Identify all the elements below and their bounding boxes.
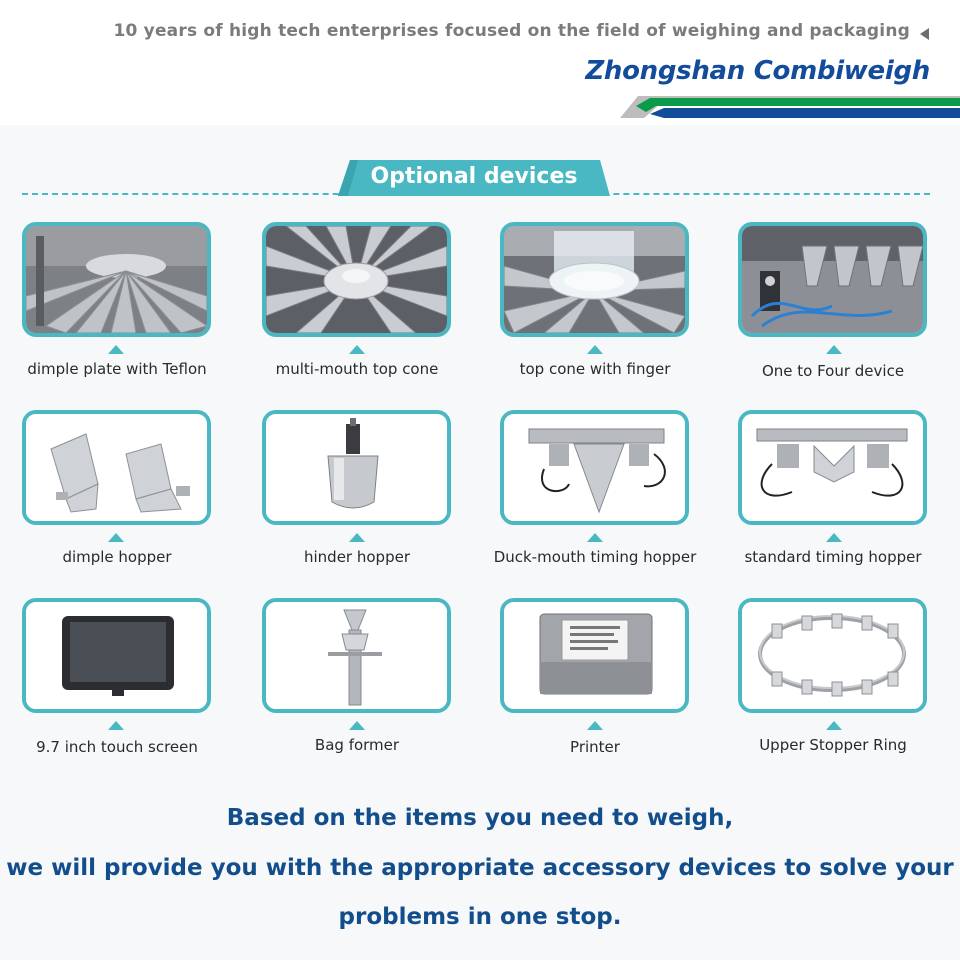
device-label: Upper Stopper Ring bbox=[759, 736, 907, 754]
tagline: 10 years of high tech enterprises focused on the field of weighing and packaging bbox=[113, 21, 910, 41]
tagline-arrow-icon bbox=[920, 28, 929, 40]
device-card-duck-mouth-hopper[interactable] bbox=[500, 410, 689, 525]
pointer-icon bbox=[587, 721, 603, 730]
pointer-icon bbox=[587, 345, 603, 354]
device-card-dimple-hopper[interactable] bbox=[22, 410, 211, 525]
one-to-four-photo bbox=[742, 226, 923, 333]
device-card-hinder-hopper[interactable] bbox=[262, 410, 451, 525]
device-label: dimple plate with Teflon bbox=[27, 360, 207, 378]
device-label: multi-mouth top cone bbox=[275, 360, 439, 378]
device-card-standard-hopper[interactable] bbox=[738, 410, 927, 525]
pointer-icon bbox=[826, 533, 842, 542]
dimple-hopper-photo bbox=[26, 414, 207, 521]
bag-former-photo bbox=[266, 602, 447, 709]
stopper-ring-photo bbox=[742, 602, 923, 709]
device-card-finger-cone[interactable] bbox=[500, 222, 689, 337]
hinder-hopper-photo bbox=[266, 414, 447, 521]
device-label: One to Four device bbox=[761, 362, 905, 380]
device-card-one-to-four[interactable] bbox=[738, 222, 927, 337]
finger-cone-photo bbox=[504, 226, 685, 333]
device-card-dimple-plate[interactable] bbox=[22, 222, 211, 337]
standard-hopper-photo bbox=[742, 414, 923, 521]
device-label: hinder hopper bbox=[304, 548, 410, 566]
touch-screen-photo bbox=[26, 602, 207, 709]
device-label: dimple hopper bbox=[62, 548, 172, 566]
device-card-bag-former[interactable] bbox=[262, 598, 451, 713]
device-card-touch-screen[interactable] bbox=[22, 598, 211, 713]
device-label: top cone with finger bbox=[519, 360, 671, 378]
pointer-icon bbox=[587, 533, 603, 542]
pointer-icon bbox=[826, 721, 842, 730]
footer-line-2: we will provide you with the appropriate accessory devices to solve your bbox=[6, 855, 954, 881]
printer-photo bbox=[504, 602, 685, 709]
brand-stripe-graphic bbox=[620, 96, 960, 124]
pointer-icon bbox=[349, 721, 365, 730]
footer-line-1: Based on the items you need to weigh, bbox=[226, 805, 734, 831]
pointer-icon bbox=[349, 533, 365, 542]
brand-name: Zhongshan Combiweigh bbox=[585, 56, 930, 86]
device-card-stopper-ring[interactable] bbox=[738, 598, 927, 713]
device-label: 9.7 inch touch screen bbox=[36, 738, 198, 756]
footer-line-3: problems in one stop. bbox=[338, 904, 622, 930]
pointer-icon bbox=[108, 533, 124, 542]
device-label: Bag former bbox=[314, 736, 400, 754]
pointer-icon bbox=[108, 721, 124, 730]
top-cone-photo bbox=[266, 226, 447, 333]
section-title: Optional devices bbox=[370, 164, 578, 189]
pointer-icon bbox=[349, 345, 365, 354]
dimple-plate-photo bbox=[26, 226, 207, 333]
device-card-printer[interactable] bbox=[500, 598, 689, 713]
pointer-icon bbox=[826, 345, 842, 354]
device-label: standard timing hopper bbox=[744, 548, 922, 566]
pointer-icon bbox=[108, 345, 124, 354]
device-label: Duck-mouth timing hopper bbox=[493, 548, 697, 566]
device-label: Printer bbox=[570, 738, 620, 756]
device-card-top-cone[interactable] bbox=[262, 222, 451, 337]
duck-mouth-hopper-photo bbox=[504, 414, 685, 521]
